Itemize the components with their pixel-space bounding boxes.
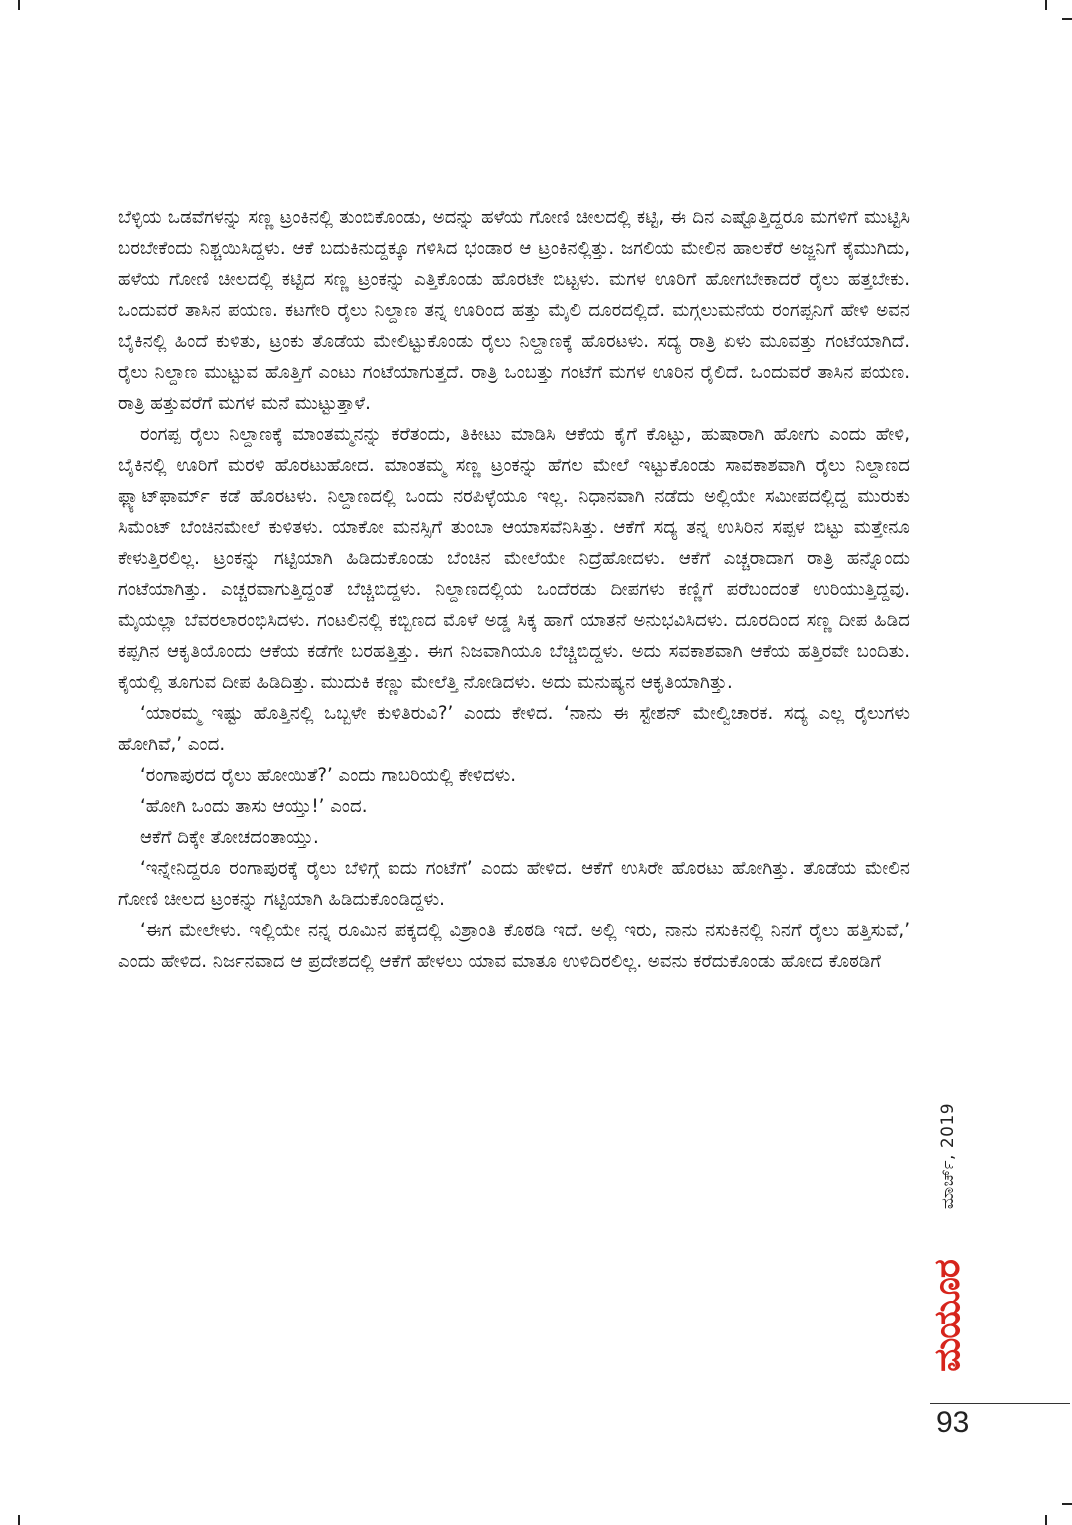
paragraph: ರಂಗಪ್ಪ ರೈಲು ನಿಲ್ದಾಣಕ್ಕೆ ಮಾಂತಮ್ಮನನ್ನು ಕರೆತಂದು, ತಿಕೀಟು ಮಾಡಿಸಿ ಆಕೆಯ ಕೈಗೆ ಕೊಟ್ಟು, ಹುಷಾರಾಗಿ ಹೋಗು ಎಂದು ಹೇಳಿ, ಬೈಕಿನಲ್ಲಿ ಊರಿಗೆ ಮರಳಿ ಹೊರಟುಹೋದ. ಮಾಂತಮ್ಮ ಸಣ್ಣ ಟ್ರಂಕನ್ನು ಹೆಗಲ ಮೇಲೆ ಇಟ್ಟುಕೊಂಡು ಸಾವಕಾಶವಾಗಿ ರೈಲು ನಿಲ್ದಾಣದ ಫ್ಲ್ಯಾಟ್‌ಫಾರ್ಮ್ ಕಡೆ ಹೊರಟಳು. ನಿಲ್ದಾಣದಲ್ಲಿ ಒಂದು ನರಪಿಳ್ಳೆಯೂ ಇಲ್ಲ. ನಿಧಾನವಾಗಿ ನಡೆದು ಅಲ್ಲಿಯೇ ಸಮೀಪದಲ್ಲಿದ್ದ ಮುರುಕು ಸಿಮೆಂಟ್ ಬೆಂಚಿನಮೇಲೆ ಕುಳಿತಳು. ಯಾಕೋ ಮನಸ್ಸಿಗೆ ತುಂಬಾ ಆಯಾಸವೆನಿಸಿತ್ತು. ಆಕೆಗೆ ಸದ್ಯ ತನ್ನ ಉಸಿರಿನ ಸಪ್ಪಳ ಬಿಟ್ಟು ಮತ್ತೇನೂ ಕೇಳುತ್ತಿರಲಿಲ್ಲ. ಟ್ರಂಕನ್ನು ಗಟ್ಟಿಯಾಗಿ ಹಿಡಿದುಕೊಂಡು ಬೆಂಚಿನ ಮೇಲೆಯೇ ನಿದ್ರೆಹೋದಳು. ಆಕೆಗೆ ಎಚ್ಚರಾದಾಗ ರಾತ್ರಿ ಹನ್ನೊಂದು ಗಂಟೆಯಾಗಿತ್ತು. ಎಚ್ಚರವಾಗುತ್ತಿದ್ದಂತೆ ಬೆಚ್ಚಿಬಿದ್ದಳು. ನಿಲ್ದಾಣದಲ್ಲಿಯ ಒಂದೆರಡು ದೀಪಗಳು ಕಣ್ಣಿಗೆ ಪರೆಬಂದಂತೆ ಉರಿಯುತ್ತಿದ್ದವು. ಮೈಯಲ್ಲಾ ಬೆವರಲಾರಂಭಿಸಿದಳು. ಗಂಟಲಿನಲ್ಲಿ ಕಬ್ಬಿಣದ ಮೊಳೆ ಅಡ್ಡ ಸಿಕ್ಕ ಹಾಗೆ ಯಾತನೆ ಅನುಭವಿಸಿದಳು. ದೂರದಿಂದ ಸಣ್ಣ ದೀಪ ಹಿಡಿದ ಕಪ್ಪಗಿನ ಆಕೃತಿಯೊಂದು ಆಕೆಯ ಕಡೆಗೇ ಬರಹತ್ತಿತ್ತು. ಈಗ ನಿಜವಾಗಿಯೂ ಬೆಚ್ಚಿಬಿದ್ದಳು. ಅದು ಸವಕಾಶವಾಗಿ ಆಕೆಯ ಹತ್ತಿರವೇ ಬಂದಿತು. ಕೈಯಲ್ಲಿ ತೂಗುವ ದೀಪ ಹಿಡಿದಿತ್ತು. ಮುದುಕಿ ಕಣ್ಣು ಮೇಲೆತ್ತಿ ನೋಡಿದಳು. ಅದು ಮನುಷ್ಯನ ಆಕೃತಿಯಾಗಿತ್ತು. — [118, 424, 910, 693]
paragraph: ‘ಯಾರಮ್ಮ ಇಷ್ಟು ಹೊತ್ತಿನಲ್ಲಿ ಒಬ್ಬಳೇ ಕುಳಿತಿರುವಿ?’ ಎಂದು ಕೇಳಿದ. ‘ನಾನು ಈ ಸ್ಟೇಶನ್ ಮೇಲ್ವಿಚಾರಕ. ಸದ್ಯ ಎಲ್ಲ ರೈಲುಗಳು ಹೋಗಿವೆ,’ ಎಂದ. — [118, 703, 910, 755]
paragraph: ‘ಹೋಗಿ ಒಂದು ತಾಸು ಆಯ್ತು!’ ಎಂದ. — [140, 796, 368, 817]
story-body — [118, 202, 910, 977]
crop-mark-top-right — [1045, 0, 1047, 10]
paragraph: ಬೆಳ್ಳಿಯ ಒಡವೆಗಳನ್ನು ಸಣ್ಣ ಟ್ರಂಕಿನಲ್ಲಿ ತುಂಬಿಕೊಂಡು, ಅದನ್ನು ಹಳೆಯ ಗೋಣಿ ಚೀಲದಲ್ಲಿ ಕಟ್ಟಿ, ಈ ದಿನ ಎಷ್ಟೊತ್ತಿದ್ದರೂ ಮಗಳಿಗೆ ಮುಟ್ಟಿಸಿ ಬರಬೇಕೆಂದು ನಿಶ್ಚಯಿಸಿದ್ದಳು. ಆಕೆ ಬದುಕಿನುದ್ದಕ್ಕೂ ಗಳಿಸಿದ ಭಂಡಾರ ಆ ಟ್ರಂಕಿನಲ್ಲಿತ್ತು. ಜಗಲಿಯ ಮೇಲಿನ ಹಾಲಕೆರೆ ಅಜ್ಜನಿಗೆ ಕೈಮುಗಿದು, ಹಳೆಯ ಗೋಣಿ ಚೀಲದಲ್ಲಿ ಕಟ್ಟಿದ ಸಣ್ಣ ಟ್ರಂಕನ್ನು ಎತ್ತಿಕೊಂಡು ಹೊರಟೇ ಬಿಟ್ಟಳು. ಮಗಳ ಊರಿಗೆ ಹೋಗಬೇಕಾದರೆ ರೈಲು ಹತ್ತಬೇಕು. ಒಂದುವರೆ ತಾಸಿನ ಪಯಣ. ಕಟಗೇರಿ ರೈಲು ನಿಲ್ದಾಣ ತನ್ನ ಊರಿಂದ ಹತ್ತು ಮೈಲಿ ದೂರದಲ್ಲಿದೆ. ಮಗ್ಗಲುಮನೆಯ ರಂಗಪ್ಪನಿಗೆ ಹೇಳಿ ಅವನ ಬೈಕಿನಲ್ಲಿ ಹಿಂದೆ ಕುಳಿತು, ಟ್ರಂಕು ತೊಡೆಯ ಮೇಲಿಟ್ಟುಕೊಂಡು ರೈಲು ನಿಲ್ದಾಣಕ್ಕೆ ಹೊರಟಳು. ಸದ್ಯ ರಾತ್ರಿ ಏಳು ಮೂವತ್ತು ಗಂಟೆಯಾಗಿದೆ. ರೈಲು ನಿಲ್ದಾಣ ಮುಟ್ಟುವ ಹೊತ್ತಿಗೆ ಎಂಟು ಗಂಟೆಯಾಗುತ್ತದೆ. ರಾತ್ರಿ ಒಂಬತ್ತು ಗಂಟೆಗೆ ಮಗಳ ಊರಿನ ರೈಲಿದೆ. ಒಂದುವರೆ ತಾಸಿನ ಪಯಣ. ರಾತ್ರಿ ಹತ್ತುವರೆಗೆ ಮಗಳ ಮನೆ ಮುಟ್ಟುತ್ತಾಳೆ. — [118, 207, 910, 414]
paragraph: ‘ಈಗ ಮೇಲೇಳು. ಇಲ್ಲಿಯೇ ನನ್ನ ರೂಮಿನ ಪಕ್ಕದಲ್ಲಿ ವಿಶ್ರಾಂತಿ ಕೊಠಡಿ ಇದೆ. ಅಲ್ಲಿ ಇರು, ನಾನು ನಸುಕಿನಲ್ಲಿ ನಿನಗೆ ರೈಲು ಹತ್ತಿಸುವೆ,’ ಎಂದು ಹೇಳಿದ. ನಿರ್ಜನವಾದ ಆ ಪ್ರದೇಶದಲ್ಲಿ ಆಕೆಗೆ ಹೇಳಲು ಯಾವ ಮಾತೂ ಉಳಿದಿರಲಿಲ್ಲ. ಅವನು ಕರೆದುಕೊಂಡು ಹೋದ ಕೊಠಡಿಗೆ — [118, 920, 910, 972]
page-number: 93 — [936, 1406, 970, 1439]
issue-date — [918, 1086, 978, 1226]
magazine-logo — [918, 1236, 978, 1396]
issue-date-text: ಮಾರ್ಚ್, 2019 — [938, 1102, 959, 1210]
paragraph: ‘ರಂಗಾಪುರದ ರೈಲು ಹೋಯಿತೆ?’ ಎಂದು ಗಾಬರಿಯಲ್ಲಿ ಕೇಳಿದಳು. — [140, 765, 517, 786]
crop-mark-top-left — [18, 0, 20, 10]
crop-mark-bottom-right-horizontal — [1062, 1503, 1072, 1505]
magazine-logo-text: ಮಯೂರ — [927, 1260, 968, 1372]
crop-mark-top-right-horizontal — [1062, 18, 1072, 20]
paragraph: ಆಕೆಗೆ ದಿಕ್ಕೇ ತೋಚದಂತಾಯ್ತು. — [140, 827, 319, 848]
crop-mark-bottom-right — [1045, 1515, 1047, 1525]
paragraph: ‘ಇನ್ನೇನಿದ್ದರೂ ರಂಗಾಪುರಕ್ಕೆ ರೈಲು ಬೆಳಿಗ್ಗೆ ಐದು ಗಂಟೆಗೆ’ ಎಂದು ಹೇಳಿದ. ಆಕೆಗೆ ಉಸಿರೇ ಹೊರಟು ಹೋಗಿತ್ತು. ತೊಡೆಯ ಮೇಲಿನ ಗೋಣಿ ಚೀಲದ ಟ್ರಂಕನ್ನು ಗಟ್ಟಿಯಾಗಿ ಹಿಡಿದುಕೊಂಡಿದ್ದಳು. — [118, 858, 910, 910]
footer-rule — [930, 1403, 1070, 1404]
crop-mark-bottom-left — [18, 1515, 20, 1525]
